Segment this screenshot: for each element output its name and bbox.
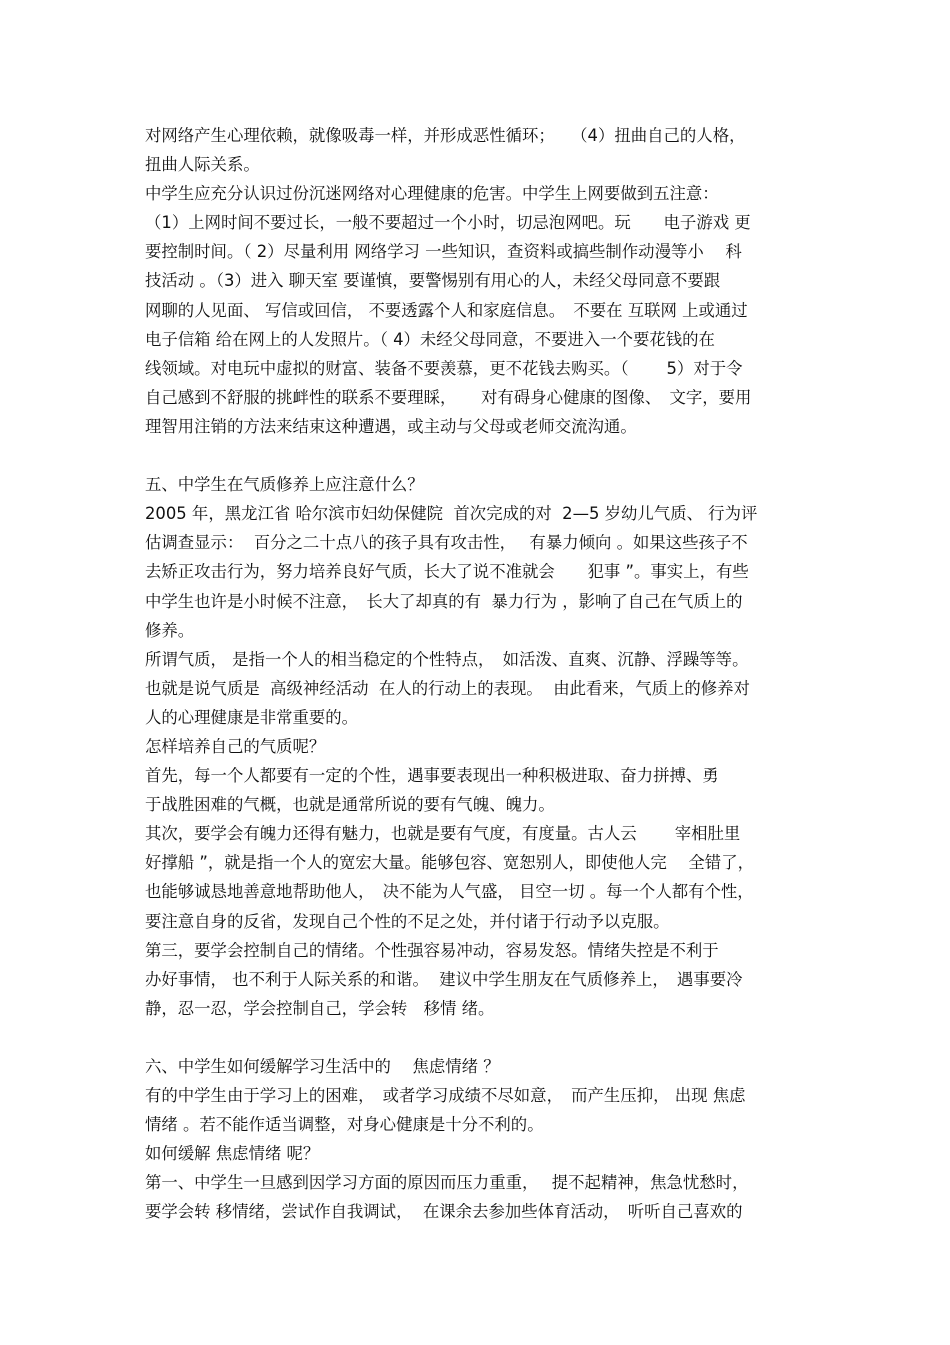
text-line: 第一、中学生一旦感到因学习方面的原因而压力重重， 提不起精神，焦急忧愁时， [145,1173,749,1193]
text-line: 中学生应充分认识过份沉迷网络对心理健康的危害。中学生上网要做到五注意： [145,184,719,204]
text-line: 线领域。对电玩中虚拟的财富、装备不要羡慕，更不花钱去购买。（ 5）对于令 [145,358,743,378]
text-line: 其次，要学会有魄力还得有魅力，也就是要有气度，有度量。古人云 宰相肚里 [145,824,741,844]
section-heading: 五、中学生在气质修养上应注意什么？ [145,475,424,495]
text-line: 理智用注销的方法来结束这种遭遇，或主动与父母或老师交流沟通。 [145,416,637,436]
text-line: 静，忍一忍，学会控制自己，学会转 移情 绪。 [145,998,495,1018]
text-line: 怎样培养自己的气质呢？ [145,736,326,756]
text-line: 去矫正攻击行为，努力培养良好气质，长大了说不准就会 犯事 ”。事实上，有些 [145,562,749,582]
text-line: 估调查显示： 百分之二十点八的孩子具有攻击性， 有暴力倾向 。如果这些孩子不 [145,533,748,553]
text-line: 情绪 。若不能作适当调整，对身心健康是十分不利的。 [145,1115,544,1135]
text-line: 首先，每一个人都要有一定的个性，遇事要表现出一种积极进取、奋力拼搏、勇 [145,766,719,786]
text-line: 人的心理健康是非常重要的。 [145,707,359,727]
text-line: 修养。 [145,620,195,640]
text-line: 所谓气质， 是指一个人的相当稳定的个性特点， 如活泼、直爽、沉静、浮躁等等。 [145,649,749,669]
text-line: 要学会转 移情绪，尝试作自我调试， 在课余去参加些体育活动， 听听自己喜欢的 [145,1202,743,1222]
text-line: 也就是说气质是 高级神经活动 在人的行动上的表现。 由此看来，气质上的修养对 [145,678,750,698]
text-line: （1）上网时间不要过长，一般不要超过一个小时，切忌泡网吧。玩 电子游戏 更 [145,213,751,233]
text-line: 对网络产生心理依赖，就像吸毒一样，并形成恶性循环； （4）扭曲自己的人格， [145,126,746,145]
text-line: 网聊的人见面、 写信或回信， 不要透露个人和家庭信息。 不要在 互联网 上或通过 [145,300,748,320]
section-heading: 六、中学生如何缓解学习生活中的 焦虑情绪 ？ [145,1057,500,1076]
text-line: 要控制时间。（ 2）尽量利用 网络学习 一些知识，查资料或搞些制作动漫等小 科 [145,242,742,262]
paragraph-gap [145,1023,810,1052]
text-line: 于战胜困难的气概，也就是通常所说的要有气魄、魄力。 [145,795,555,815]
text-line: 如何缓解 焦虑情绪 呢？ [145,1144,320,1164]
text-line: 自己感到不舒服的挑衅性的联系不要理睬， 对有碍身心健康的图像、 文字，要用 [145,387,752,407]
text-line: 也能够诚恳地善意地帮助他人， 决不能为人气盛， 目空一切 。每一个人都有个性， [145,882,754,902]
document-body [145,121,810,1227]
text-line: 有的中学生由于学习上的困难， 或者学习成绩不尽如意， 而产生压抑， 出现 焦虑 [145,1086,746,1106]
text-line: 中学生也许是小时候不注意， 长大了却真的有 暴力行为 ，影响了自己在气质上的 [145,591,743,611]
paragraph-gap [145,441,810,470]
text-line: 第三，要学会控制自己的情绪。个性强容易冲动，容易发怒。情绪失控是不利于 [145,940,719,960]
text-line: 办好事情， 也不利于人际关系的和谐。 建议中学生朋友在气质修养上， 遇事要冷 [145,969,743,989]
text-line: 2005 年，黑龙江省 哈尔滨市妇幼保健院 首次完成的对 2—5 岁幼儿气质、 行为评 [145,504,758,524]
text-line: 好撑船 ”，就是指一个人的宽宏大量。能够包容、宽恕别人，即使他人完 全错了， [145,853,754,873]
text-line: 技活动 。（3）进入 聊天室 要谨慎，要警惕别有用心的人，未经父母同意不要跟 [145,271,721,291]
text-line: 要注意自身的反省，发现自己个性的不足之处，并付诸于行动予以克服。 [145,911,670,931]
text-line: 扭曲人际关系。 [145,155,260,175]
text-line: 电子信箱 给在网上的人发照片。（ 4）未经父母同意，不要进入一个要花钱的在 [145,329,715,349]
